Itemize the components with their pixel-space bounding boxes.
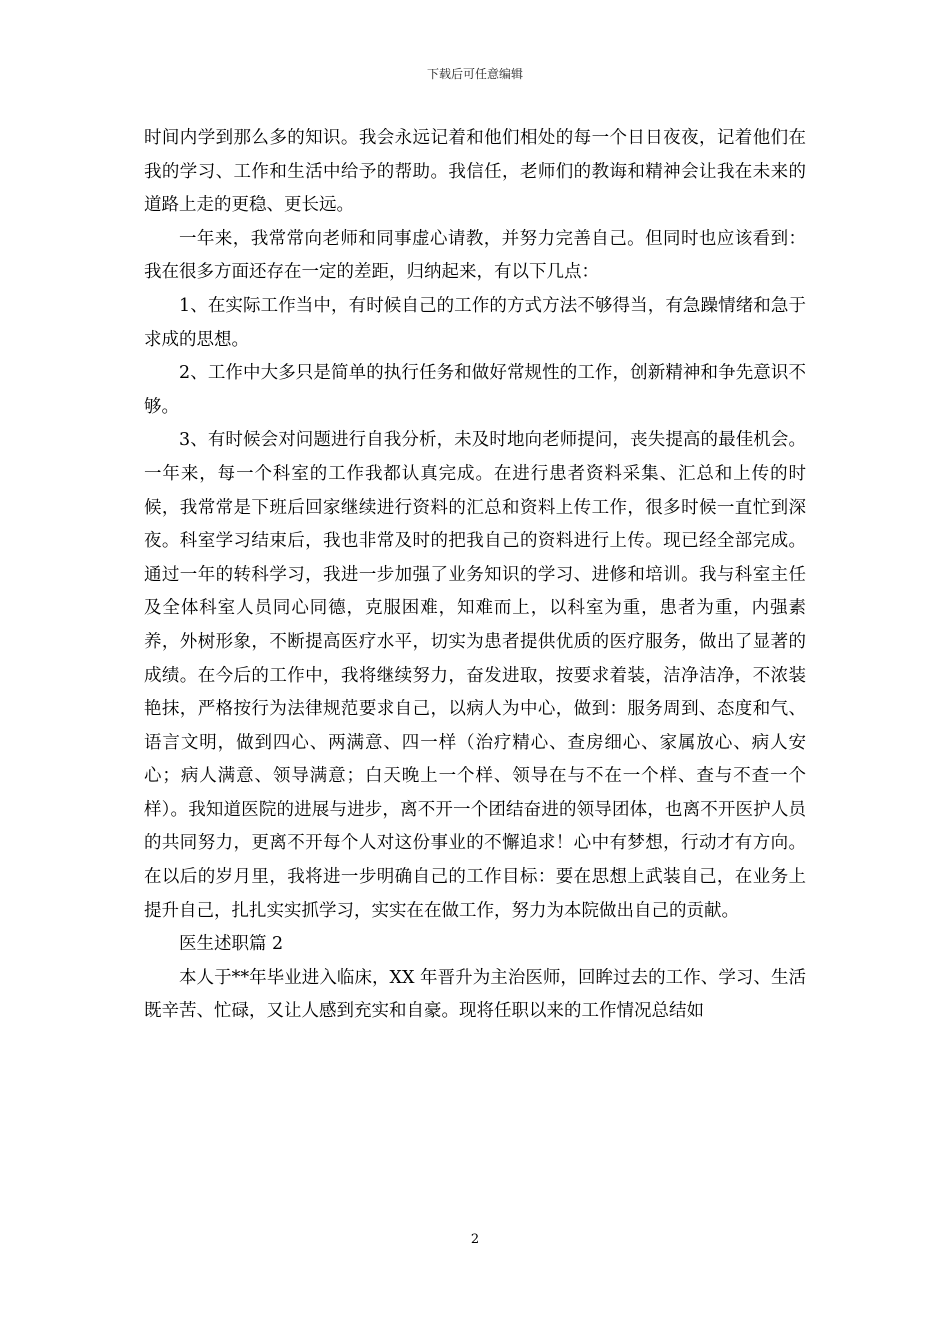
paragraph-section-intro: 本人于**年毕业进入临床，XX 年晋升为主治医师，回眸过去的工作、学习、生活既辛苦、忙碌，又让人感到充实和自豪。现将任职以来的工作情况总结如: [144, 967, 806, 1022]
paragraph-point-2: 2、工作中大多只是简单的执行任务和做好常规性的工作，创新精神和争先意识不够。: [144, 363, 806, 417]
document-body: [144, 122, 806, 1029]
paragraph-point-1: 1、在实际工作当中，有时候自己的工作的方式方法不够得当，有急躁情绪和急于求成的思想。: [144, 295, 806, 350]
paragraph-reflection: 一年来，我常常向老师和同事虚心请教，并努力完善自己。但同时也应该看到：我在很多方面还存在一定的差距，归纳起来，有以下几点：: [144, 228, 806, 283]
page-number: 2: [470, 1232, 480, 1247]
section-heading: 医生述职篇 2: [179, 934, 284, 955]
paragraph-point-3: 3、有时候会对问题进行自我分析，未及时地向老师提问，丧失提高的最佳机会。一年来，每一个科室的工作我都认真完成。在进行患者资料采集、汇总和上传的时候，我常常是下班后回家继续进行资料的汇总和资料上传工作，很多时候一直忙到深夜。科室学习结束后，我也非常及时的把我自己的资料进行上传。现已经全部完成。通过一年的转科学习，我进一步加强了业务知识的学习、进修和培训。我与科室主任及全体科室人员同心同德，克服困难，知难而上，以科室为重，患者为重，内强素养，外树形象，不断提高医疗水平，切实为患者提供优质的医疗服务，做出了显著的成绩。在今后的工作中，我将继续努力，奋发进取，按要求着装，洁净洁净，不浓装艳抹，严格按行为法律规范要求自己，以病人为中心，做到：服务周到、态度和气、语言文明，做到四心、两满意、四一样（治疗精心、查房细心、家属放心、病人安心；病人满意、领导满意；白天晚上一个样、领导在与不在一个样、查与不查一个样）。我知道医院的进展与进步，离不开一个团结奋进的领导团体，也离不开医护人员的共同努力，更离不开每个人对这份事业的不懈追求！心中有梦想，行动才有方向。在以后的岁月里，我将进一步明确自己的工作目标：要在思想上武装自己，在业务上提升自己，扎扎实实抓学习，实实在在做工作，努力为本院做出自己的贡献。: [144, 430, 806, 921]
page-header: 下载后可任意编辑: [426, 67, 523, 81]
paragraph-continuation: 时间内学到那么多的知识。我会永远记着和他们相处的每一个日日夜夜，记着他们在我的学习、工作和生活中给予的帮助。我信任，老师们的教诲和精神会让我在未来的道路上走的更稳、更长远。: [144, 128, 806, 216]
